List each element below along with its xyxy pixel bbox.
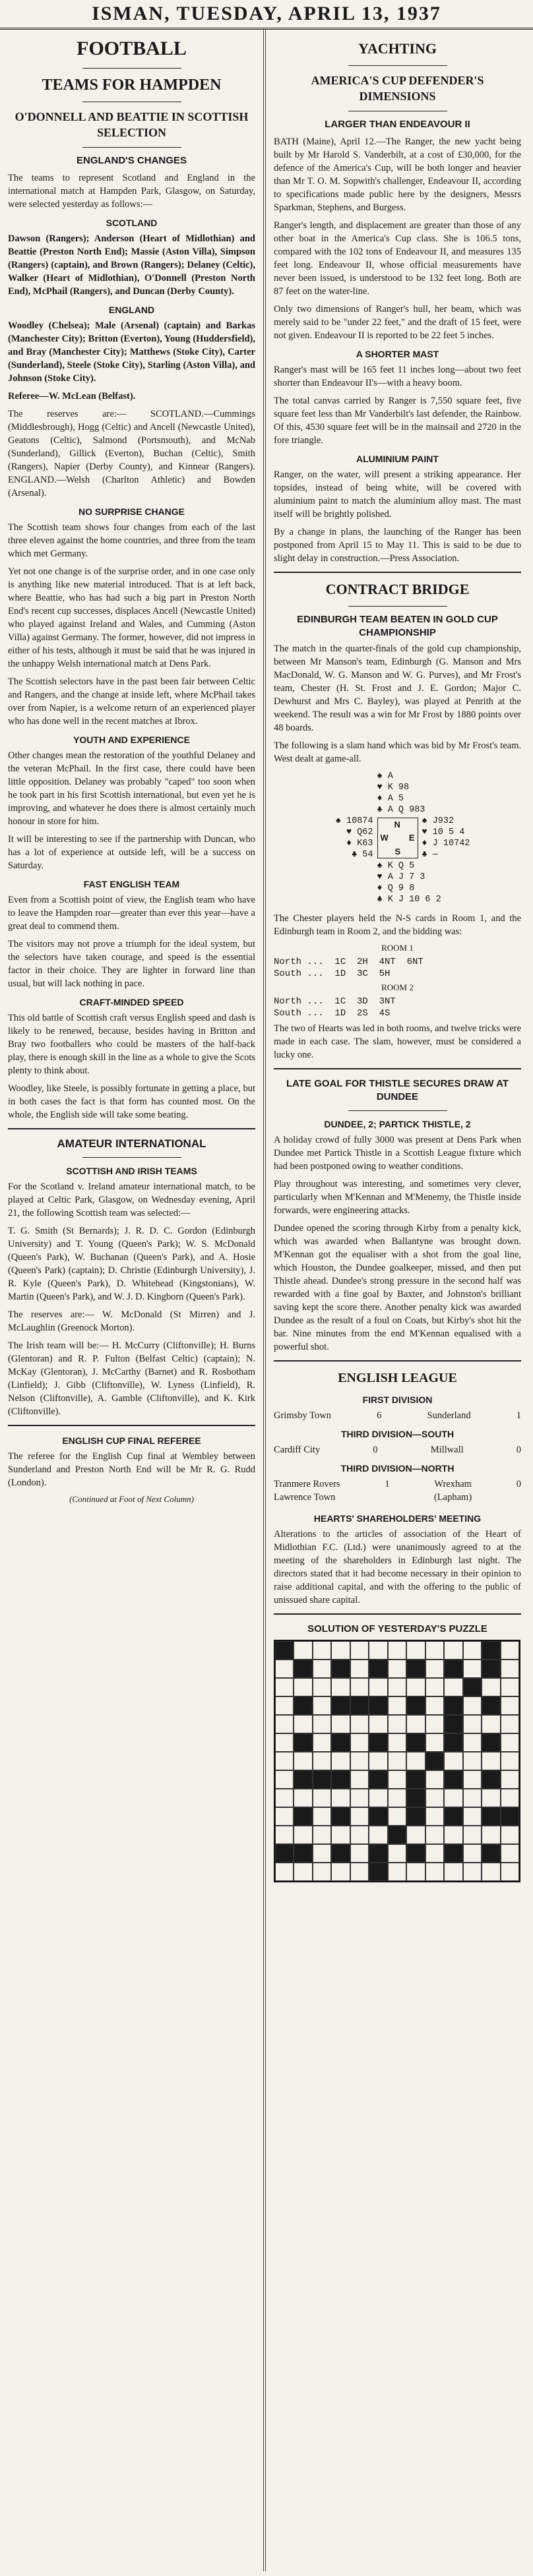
crossword-cell — [444, 1770, 462, 1789]
crossword-cell — [501, 1826, 519, 1844]
crossword-cell — [294, 1863, 312, 1881]
crossword-cell — [350, 1863, 369, 1881]
scotland-team: Dawson (Rangers); Anderson (Heart of Midlothian) and Beattie (Preston North End); Massie (Aston Villa), Simpson (Rangers) (captain), and Brown (Rangers); Delaney (Celtic), Walker (Heart of Midlothian), O'Donnell (Preston North End), McPhail (Rangers), and Duncan (Derby County). — [8, 233, 255, 297]
crossword-cell — [369, 1789, 387, 1807]
crossword-cell — [444, 1844, 462, 1863]
crossword-cell — [425, 1660, 444, 1678]
crossword-cell — [331, 1789, 350, 1807]
bridge-paragraph: The following is a slam hand which was bid by Mr Frost's team. West dealt at game-all. — [274, 740, 521, 764]
crossword-cell — [331, 1641, 350, 1660]
crossword-cell — [369, 1826, 387, 1844]
mast-paragraph: Ranger's mast will be 165 feet 11 inches long—about two feet shorter than Endeavour II's—with a heavy boom. — [274, 365, 521, 388]
crossword-cell — [482, 1863, 500, 1881]
bridge-after-paragraph: The Chester players held the N-S cards in Room 1, and the Edinburgh team in Room 2, and the bidding was: — [274, 913, 521, 937]
deck-larger: LARGER THAN ENDEAVOUR II — [325, 119, 470, 130]
aluminium-head: ALUMINIUM PAINT — [356, 454, 439, 464]
crossword-cell — [406, 1789, 425, 1807]
headline-teams: TEAMS FOR HAMPDEN — [42, 76, 222, 94]
crossword-cell — [501, 1641, 519, 1660]
compass-box — [377, 818, 418, 858]
yacht-paragraph: BATH (Maine), April 12.—The Ranger, the new yacht being built by Mr Harold S. Vanderbilt, at a cost of £30,000, for the defence of the America's Cup, will be both longer and heavier than Mr T. O. M. Sopwith's challenger, Endeavour II, according to specifications made public here by the designers, Messrs Sparkman, Stephens, and Burgess. — [274, 136, 521, 213]
crossword-cell — [444, 1715, 462, 1733]
crossword-cell — [331, 1696, 350, 1715]
yacht-paragraph: Only two dimensions of Ranger's hull, her beam, which was merely said to be "under 22 feet," and the draft of 15 feet, were not given. Endeavour II is reported to be 22 feet 5 inches. — [274, 304, 521, 341]
dundee-head: LATE GOAL FOR THISTLE SECURES DRAW AT DUNDEE — [286, 1078, 509, 1102]
crossword-cell — [463, 1660, 482, 1678]
crossword-cell — [313, 1678, 331, 1696]
yacht-paragraph: Ranger's length, and displacement are greater than those of any other boat in the America's Cup class. She is 106.5 tons, compared with the 102 tons of Endeavour II, and measures 135 feet long. Endeavour II, whose official measurements have never been issued, is understood to be 132 feet long. Both are 87 feet on the water-line. — [274, 220, 521, 297]
crossword-cell — [501, 1678, 519, 1696]
compass-south: S — [394, 847, 401, 856]
crossword-cell — [331, 1660, 350, 1678]
youth-paragraph: It will be interesting to see if the partnership with Duncan, who has a lot of experience at outside left, will be a success on Saturday. — [8, 834, 255, 871]
crossword-cell — [463, 1863, 482, 1881]
fast-head: FAST ENGLISH TEAM — [83, 879, 180, 889]
crossword-cell — [294, 1752, 312, 1770]
cup-final-head: ENGLISH CUP FINAL REFEREE — [62, 1435, 201, 1446]
crossword-cell — [350, 1660, 369, 1678]
crossword-cell — [313, 1789, 331, 1807]
crossword-cell — [388, 1826, 406, 1844]
crossword-cell — [350, 1733, 369, 1752]
crossword-cell — [294, 1696, 312, 1715]
crossword-cell — [313, 1807, 331, 1826]
crossword-cell — [369, 1844, 387, 1863]
crossword-cell — [294, 1826, 312, 1844]
crossword-cell — [501, 1863, 519, 1881]
crossword-cell — [444, 1807, 462, 1826]
crossword-cell — [331, 1770, 350, 1789]
youth-head: YOUTH AND EXPERIENCE — [73, 734, 190, 745]
crossword-solution-grid — [274, 1640, 520, 1882]
crossword-cell — [425, 1789, 444, 1807]
crossword-cell — [275, 1641, 294, 1660]
hand-north: ♠ A ♥ K 98 ♦ A 5 ♣ A Q 983 — [377, 771, 425, 815]
hearts-paragraph: Alterations to the articles of association of the Heart of Midlothian F.C. (Ltd.) were unanimously agreed to at the meeting of the shareholders in Edinburgh last night. The directors stated that it had become necessary in their opinion to raise additional capital, and with the offering to the public of unissued share capital. — [274, 1529, 521, 1605]
crossword-cell — [463, 1770, 482, 1789]
crossword-cell — [331, 1807, 350, 1826]
crossword-cell — [406, 1826, 425, 1844]
crossword-cell — [425, 1715, 444, 1733]
crossword-cell — [444, 1752, 462, 1770]
dundee-score: DUNDEE, 2; PARTICK THISTLE, 2 — [324, 1119, 471, 1129]
crossword-cell — [350, 1752, 369, 1770]
craft-head: CRAFT-MINDED SPEED — [79, 997, 184, 1007]
crossword-cell — [294, 1844, 312, 1863]
crossword-cell — [294, 1789, 312, 1807]
crossword-cell — [350, 1807, 369, 1826]
crossword-cell — [482, 1733, 500, 1752]
crossword-cell — [482, 1752, 500, 1770]
crossword-cell — [425, 1807, 444, 1826]
crossword-cell — [388, 1733, 406, 1752]
crossword-cell — [444, 1696, 462, 1715]
fast-paragraph: The visitors may not prove a triumph for the ideal system, but the selectors have taken courage, and speed is the essential factor in their choice. They are lighter in forward line than usual, but will lack nothing in pace. — [8, 939, 255, 989]
crossword-cell — [388, 1678, 406, 1696]
room1-bids: North ... 1C 2H 4NT 6NT South ... 1D 3C 5H — [274, 957, 423, 979]
crossword-cell — [350, 1678, 369, 1696]
aluminium-paragraph: By a change in plans, the launching of the Ranger has been postponed from April 15 to May 11. This is said to be due to slight delay in construction.—Press Association. — [274, 527, 521, 564]
crossword-cell — [350, 1844, 369, 1863]
crossword-cell — [463, 1807, 482, 1826]
crossword-cell — [463, 1789, 482, 1807]
crossword-cell — [275, 1826, 294, 1844]
crossword-cell — [369, 1807, 387, 1826]
crossword-cell — [388, 1715, 406, 1733]
result-row: Cardiff City 0 Millwall 0 — [274, 1445, 521, 1455]
crossword-cell — [482, 1678, 500, 1696]
crossword-cell — [425, 1844, 444, 1863]
crossword-cell — [313, 1770, 331, 1789]
crossword-cell — [444, 1863, 462, 1881]
crossword-cell — [294, 1807, 312, 1826]
crossword-cell — [425, 1826, 444, 1844]
crossword-cell — [331, 1844, 350, 1863]
crossword-cell — [313, 1696, 331, 1715]
crossword-cell — [350, 1715, 369, 1733]
crossword-cell — [331, 1826, 350, 1844]
amateur-head: SCOTTISH AND IRISH TEAMS — [66, 1166, 197, 1176]
crossword-cell — [444, 1660, 462, 1678]
league-head: ENGLISH LEAGUE — [338, 1371, 457, 1385]
crossword-cell — [388, 1789, 406, 1807]
crossword-cell — [313, 1752, 331, 1770]
amateur-paragraph: The reserves are:— W. McDonald (St Mirren) and J. McLaughlin (Greenock Morton). — [8, 1309, 255, 1333]
crossword-cell — [406, 1715, 425, 1733]
crossword-cell — [275, 1770, 294, 1789]
continued-note: (Continued at Foot of Next Column) — [69, 1494, 194, 1504]
mast-paragraph: The total canvas carried by Ranger is 7,550 square feet, five square feet less than Mr Vanderbilt's last defender, the Rainbow. Of this, 4530 square feet will be in the mainsail and 2720 in the fore triangle. — [274, 396, 521, 446]
amateur-section: AMATEUR INTERNATIONAL — [57, 1137, 206, 1150]
crossword-cell — [482, 1660, 500, 1678]
crossword-cell — [463, 1752, 482, 1770]
fast-paragraph: Even from a Scottish point of view, the English team who have to leave the Hampden roar—greater than ever this year—have a great deal to commend them. — [8, 895, 255, 932]
section-football: FOOTBALL — [77, 38, 187, 59]
crossword-cell — [482, 1789, 500, 1807]
room2-label: ROOM 2 — [381, 982, 414, 992]
crossword-cell — [275, 1807, 294, 1826]
div3s-head: THIRD DIVISION—SOUTH — [340, 1429, 455, 1439]
crossword-cell — [275, 1660, 294, 1678]
crossword-cell — [482, 1807, 500, 1826]
intro-paragraph: The teams to represent Scotland and England in the international match at Hampden Park, Glasgow, on Saturday, were selected yesterday as follows:— — [8, 173, 255, 210]
left-column — [0, 30, 263, 2571]
mast-head: A SHORTER MAST — [356, 349, 439, 359]
crossword-cell — [388, 1770, 406, 1789]
compass-west: W — [380, 833, 389, 843]
crossword-cell — [331, 1863, 350, 1881]
crossword-cell — [313, 1641, 331, 1660]
crossword-cell — [313, 1844, 331, 1863]
dundee-paragraph: A holiday crowd of fully 3000 was present at Dens Park when Dundee met Partick Thistle in a Scottish League fixture which had been postponed owing to weather conditions. — [274, 1135, 521, 1172]
right-column — [266, 30, 529, 2571]
dundee-paragraph: Play throughout was interesting, and sometimes very clever, particularly when M'Kennan and M'Menemy, the Thistle inside forwards, were engineering attacks. — [274, 1179, 521, 1216]
crossword-cell — [369, 1678, 387, 1696]
masthead: ISMAN, TUESDAY, APRIL 13, 1937 — [0, 0, 533, 30]
crossword-cell — [444, 1678, 462, 1696]
crossword-cell — [369, 1660, 387, 1678]
crossword-cell — [444, 1789, 462, 1807]
crossword-cell — [501, 1844, 519, 1863]
crossword-cell — [406, 1660, 425, 1678]
bridge-paragraph: The match in the quarter-finals of the gold cup championship, between Mr Manson's team, Edinburgh (G. Manson and Mrs MacDonald, W. G. Manson and W. G. Purves), and Mr Frost's team, Chester (H. St. Frost and J. E. Gordon; Major C. Dewhurst and Mrs C. Bayley), was played at Penrith at the weekend. The result was a win for Mr Frost by 1880 points over 48 boards. — [274, 644, 521, 733]
crossword-cell — [275, 1715, 294, 1733]
crossword-cell — [388, 1807, 406, 1826]
crossword-cell — [463, 1641, 482, 1660]
crossword-cell — [388, 1641, 406, 1660]
room1-label: ROOM 1 — [381, 943, 414, 953]
crossword-cell — [463, 1678, 482, 1696]
england-team: Woodley (Chelsea); Male (Arsenal) (captain) and Barkas (Manchester City); Britton (Everton), Young (Huddersfield), and Bray (Manchester City); Matthews (Stoke City), Carter (Sunderland), Steele (Stoke City), Starling (Aston Villa), and Johnson (Stoke City). — [8, 320, 255, 384]
crossword-cell — [294, 1733, 312, 1752]
referee-line: Referee—W. McLean (Belfast). — [8, 391, 136, 402]
crossword-cell — [294, 1770, 312, 1789]
bridge-tail-paragraph: The two of Hearts was led in both rooms, and twelve tricks were made in each case. The slam, however, must be considered a lucky one. — [274, 1023, 521, 1060]
crossword-cell — [463, 1844, 482, 1863]
room2-bids: North ... 1C 3D 3NT South ... 1D 2S 4S — [274, 996, 396, 1019]
crossword-cell — [463, 1826, 482, 1844]
crossword-cell — [482, 1641, 500, 1660]
crossword-cell — [275, 1863, 294, 1881]
crossword-cell — [482, 1826, 500, 1844]
crossword-cell — [294, 1678, 312, 1696]
youth-paragraph: Other changes mean the restoration of the youthful Delaney and the veteran McPhail. In the first case, there could have been little opposition. Delaney was probably "caped" too soon when he took part in his first Scottish international, but even yet he is improving, and whatever he does there is almost certainly much honour in store for him. — [8, 750, 255, 827]
crossword-cell — [444, 1641, 462, 1660]
reserves-paragraph: The reserves are:— SCOTLAND.—Cummings (Middlesbrough), Hogg (Celtic) and Ancell (Newcastle United), Geatons (Celtic), Salmond (Portsmouth), and McNab (Sunderland), Gillick (Everton), Buchan (Celtic), Smith (Rangers), Napier (Derby County), and Kinnear (Rangers). ENGLAND.—Welsh (Charlton Athletic) and Bowden (Arsenal). — [8, 409, 255, 498]
compass-east: E — [408, 833, 415, 843]
crossword-cell — [369, 1641, 387, 1660]
crossword-cell — [406, 1770, 425, 1789]
crossword-cell — [463, 1715, 482, 1733]
crossword-cell — [425, 1733, 444, 1752]
crossword-cell — [444, 1826, 462, 1844]
crossword-cell — [331, 1715, 350, 1733]
surprise-paragraph: The Scottish selectors have in the past been fair between Celtic and Rangers, and the change at inside left, where McPhail takes over from Napier, is a welcome return of an experienced player who has done well in the recent matches at Ibrox. — [8, 676, 255, 727]
england-label: ENGLAND — [108, 305, 155, 315]
crossword-cell — [275, 1678, 294, 1696]
crossword-cell — [294, 1660, 312, 1678]
crossword-cell — [425, 1770, 444, 1789]
crossword-cell — [350, 1696, 369, 1715]
crossword-cell — [331, 1678, 350, 1696]
headline-americas-cup: AMERICA'S CUP DEFENDER'S DIMENSIONS — [311, 74, 484, 103]
hearts-head: HEARTS' SHAREHOLDERS' MEETING — [313, 1513, 482, 1524]
crossword-cell — [501, 1696, 519, 1715]
crossword-cell — [275, 1752, 294, 1770]
crossword-cell — [482, 1715, 500, 1733]
crossword-cell — [350, 1770, 369, 1789]
crossword-cell — [369, 1696, 387, 1715]
crossword-cell — [501, 1807, 519, 1826]
deck-england-changes: ENGLAND'S CHANGES — [77, 155, 187, 166]
crossword-cell — [482, 1696, 500, 1715]
hand-east: ♠ J932 ♥ 10 5 4 ♦ J 10742 ♣ — — [422, 816, 470, 860]
section-yachting: YACHTING — [358, 40, 437, 57]
crossword-cell — [369, 1863, 387, 1881]
crossword-cell — [350, 1641, 369, 1660]
bridge-head: EDINBURGH TEAM BEATEN IN GOLD CUP CHAMPIONSHIP — [297, 614, 498, 638]
aluminium-paragraph: Ranger, on the water, will present a striking appearance. Her topsides, instead of being white, will be covered with aluminium paint to match the aluminium alloy mast. The mast itself will be brightly polished. — [274, 469, 521, 520]
crossword-cell — [369, 1733, 387, 1752]
surprise-head: NO SURPRISE CHANGE — [78, 506, 185, 517]
crossword-cell — [313, 1660, 331, 1678]
crossword-cell — [406, 1733, 425, 1752]
result-row: Lawrence Town (Lapham) — [274, 1492, 472, 1503]
crossword-cell — [369, 1770, 387, 1789]
craft-paragraph: Woodley, like Steele, is possibly fortunate in getting a place, but in both cases the fact is that form has counted most. On the whole, the English side will take some beating. — [8, 1083, 255, 1120]
amateur-paragraph: T. G. Smith (St Bernards); J. R. D. C. Gordon (Edinburgh University) and T. Young (Queen's Park); W. S. McDonald (Queen's Park), W. Buchanan (Queen's Park), and A. Hosie (Queen's Park) (captain); D. Christie (Edinburgh University), J. R. Kyle (Queen's Park), D. Whitehead (Kingstonians), W. Martin (Queen's Park), and W. J. D. Kingborn (Queen's Park). — [8, 1226, 255, 1302]
crossword-cell — [501, 1715, 519, 1733]
crossword-cell — [313, 1863, 331, 1881]
crossword-cell — [331, 1733, 350, 1752]
crossword-cell — [388, 1863, 406, 1881]
crossword-cell — [501, 1770, 519, 1789]
div3n-head: THIRD DIVISION—NORTH — [340, 1463, 455, 1474]
craft-paragraph: This old battle of Scottish craft versus English speed and dash is likely to be renewed, because, besides having in Britton and Bray two footballers who could be masters of the half-back play, there is enough skill in the line as a whole to give the Scots plenty to think about. — [8, 1013, 255, 1076]
result-row: Grimsby Town 6 Sunderland 1 — [274, 1410, 521, 1421]
crossword-cell — [501, 1789, 519, 1807]
crossword-cell — [406, 1807, 425, 1826]
crossword-cell — [275, 1733, 294, 1752]
crossword-cell — [313, 1733, 331, 1752]
crossword-cell — [463, 1696, 482, 1715]
crossword-cell — [425, 1863, 444, 1881]
crossword-cell — [482, 1844, 500, 1863]
crossword-cell — [406, 1678, 425, 1696]
section-bridge: CONTRACT BRIDGE — [325, 581, 470, 597]
surprise-paragraph: Yet not one change is of the surprise order, and in one case only is anything like new material introduced. That is at left back, where Beattie, who has had such a big part in Preston North End's recent cup successes, displaces Ancell (Newcastle United) who played against Ireland and Wales, and Cumming (Aston Villa) against Germany. The former, however, did not impress in either of his tests, although it must be said that he was injured in the unhappy Welsh international match at Dens Park. — [8, 566, 255, 669]
crossword-cell — [275, 1696, 294, 1715]
crossword-cell — [350, 1789, 369, 1807]
crossword-cell — [388, 1752, 406, 1770]
crossword-cell — [294, 1641, 312, 1660]
puzzle-head: SOLUTION OF YESTERDAY'S PUZZLE — [307, 1623, 487, 1634]
crossword-cell — [444, 1733, 462, 1752]
crossword-cell — [425, 1696, 444, 1715]
amateur-paragraph: The Irish team will be:— H. McCurry (Cliftonville); H. Burns (Glentoran) and R. P. Fulton (Belfast Celtic) (captain); N. McKay (Glentoran), J. McCarthy (Barnet) and R. Rosbotham (Linfield); J. Gibb (Cliftonville), W. Lyness (Linfield), R. Nelson (Cliftonville), A. Gamble (Cliftonville), and K. Kirk (Cliftonville). — [8, 1340, 255, 1417]
crossword-cell — [275, 1844, 294, 1863]
subhead-selection: O'DONNELL AND BEATTIE IN SCOTTISH SELECTION — [15, 110, 249, 139]
hand-west: ♠ 10874 ♥ Q62 ♦ K63 ♣ 54 — [335, 816, 373, 860]
crossword-cell — [425, 1678, 444, 1696]
crossword-cell — [313, 1715, 331, 1733]
crossword-cell — [501, 1660, 519, 1678]
crossword-cell — [350, 1826, 369, 1844]
scotland-label: SCOTLAND — [106, 218, 158, 228]
surprise-paragraph: The Scottish team shows four changes from each of the last three eleven against the home countries, and three from the team which met Germany. — [8, 522, 255, 559]
crossword-cell — [388, 1696, 406, 1715]
crossword-cell — [406, 1752, 425, 1770]
crossword-cell — [406, 1641, 425, 1660]
cup-final-paragraph: The referee for the English Cup final at Wembley between Sunderland and Preston North End will be Mr R. G. Rudd (London). — [8, 1451, 255, 1488]
crossword-cell — [406, 1863, 425, 1881]
crossword-cell — [388, 1660, 406, 1678]
div1-head: FIRST DIVISION — [362, 1394, 433, 1405]
crossword-cell — [313, 1826, 331, 1844]
crossword-cell — [406, 1696, 425, 1715]
crossword-cell — [369, 1715, 387, 1733]
crossword-cell — [425, 1641, 444, 1660]
result-row: Tranmere Rovers 1 Wrexham 0 — [274, 1479, 521, 1489]
bridge-hand-diagram — [274, 771, 521, 905]
crossword-cell — [501, 1752, 519, 1770]
crossword-cell — [501, 1733, 519, 1752]
crossword-cell — [369, 1752, 387, 1770]
crossword-cell — [331, 1752, 350, 1770]
hand-south: ♠ K Q 5 ♥ A J 7 3 ♦ Q 9 8 ♣ K J 10 6 2 — [377, 861, 441, 905]
crossword-cell — [275, 1789, 294, 1807]
crossword-cell — [425, 1752, 444, 1770]
crossword-cell — [463, 1733, 482, 1752]
crossword-cell — [294, 1715, 312, 1733]
crossword-cell — [406, 1844, 425, 1863]
dundee-paragraph: Dundee opened the scoring through Kirby from a penalty kick, which was awarded when Ballantyne was brought down. M'Kennan got the equaliser with a shot from the goal line, which Houston, the Dundee goalkeeper, missed, and then put Thistle ahead. Dundee's strong pressure in the second half was rewarded with a fine goal by Baxter, and Johnston's brilliant saving kept the score there. Another penalty kick was awarded Dundee as the result of a foul on Coats, but Kirby's shot hit the bar. Nine minutes from the end M'Kennan equalised with a powerful shot. — [274, 1223, 521, 1352]
crossword-cell — [388, 1844, 406, 1863]
crossword-cell — [482, 1770, 500, 1789]
amateur-paragraph: For the Scotland v. Ireland amateur international match, to be played at Celtic Park, Glasgow, on Wednesday evening, April 21, the following Scottish team was selected:— — [8, 1182, 255, 1218]
compass-north: N — [394, 820, 400, 829]
